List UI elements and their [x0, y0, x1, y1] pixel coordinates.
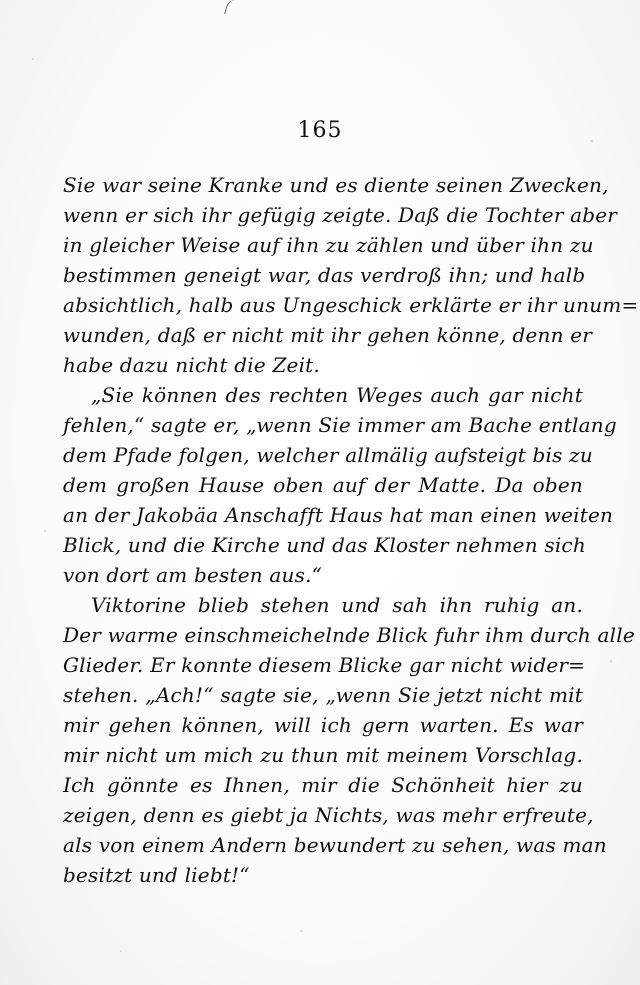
- text-line: Glieder. Er konnte diesem Blicke gar nicht wider=: [63, 653, 586, 677]
- text-line: mir gehen können, will ich gern warten. Es war: [63, 713, 583, 737]
- text-line: „Sie können des rechten Weges auch gar nicht: [91, 383, 583, 407]
- text-line: bestimmen geneigt war, das verdroß ihn; und halb: [63, 263, 586, 287]
- text-line: habe dazu nicht die Zeit.: [63, 353, 320, 377]
- paper-speck: [300, 930, 303, 932]
- text-line: fehlen,“ sagte er, „wenn Sie immer am Bache entlang: [63, 413, 617, 437]
- text-line: besitzt und liebt!“: [63, 863, 250, 887]
- text-line: mir nicht um mich zu thun mit meinem Vorschlag.: [63, 743, 583, 767]
- text-line: Sie war seine Kranke und es diente seinen Zwecken,: [63, 173, 609, 197]
- text-line: wunden, daß er nicht mit ihr gehen könne, denn er: [63, 323, 593, 347]
- page-number: 165: [297, 118, 343, 143]
- text-line: Viktorine blieb stehen und sah ihn ruhig an.: [91, 593, 583, 617]
- text-line: absichtlich, halb aus Ungeschick erklärte er ihr unum=: [63, 293, 639, 317]
- text-line: zeigen, denn es giebt ja Nichts, was mehr erfreute,: [63, 803, 594, 827]
- paper-speck: [610, 660, 612, 663]
- paper-speck: [44, 530, 46, 532]
- text-line: wenn er sich ihr gefügig zeigte. Daß die Tochter aber: [63, 203, 618, 227]
- text-line: Der warme einschmeichelnde Blick fuhr ihm durch alle: [63, 623, 635, 647]
- text-line: in gleicher Weise auf ihn zu zählen und über ihn zu: [63, 233, 594, 257]
- text-line: stehen. „Ach!“ sagte sie, „wenn Sie jetzt nicht mit: [63, 683, 583, 707]
- paper-speck: [32, 58, 34, 60]
- text-line: von dort am besten aus.“: [63, 563, 323, 587]
- text-line: an der Jakobäa Anschafft Haus hat man einen weiten: [63, 503, 614, 527]
- paper-speck: [120, 950, 122, 952]
- text-line: dem großen Hause oben auf der Matte. Da oben: [63, 473, 583, 497]
- text-line: dem Pfade folgen, welcher allmälig aufsteigt bis zu: [63, 443, 593, 467]
- text-line: Blick, und die Kirche und das Kloster nehmen sich: [63, 533, 586, 557]
- pencil-mark: [224, 0, 241, 17]
- text-line: Ich gönnte es Ihnen, mir die Schönheit hier zu: [63, 773, 583, 797]
- text-line: als von einem Andern bewundert zu sehen, was man: [63, 833, 607, 857]
